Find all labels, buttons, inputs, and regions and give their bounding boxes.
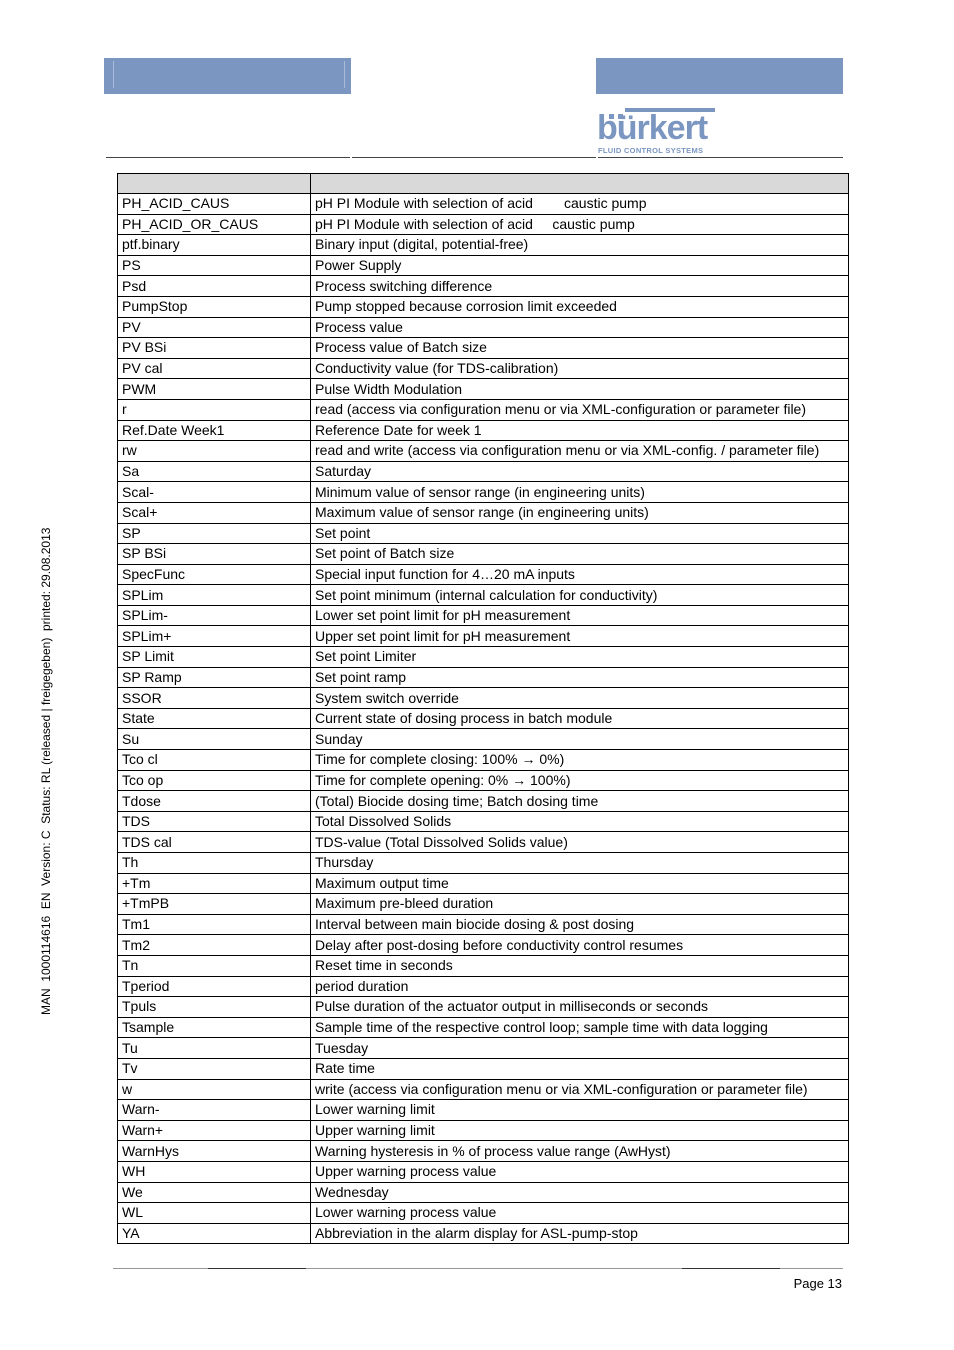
- description-cell: Conductivity value (for TDS-calibration): [311, 358, 849, 379]
- table-row: [118, 894, 849, 915]
- table-row: [118, 502, 849, 523]
- description-cell: Sunday: [311, 729, 849, 750]
- abbreviation-cell: Tco cl: [118, 750, 311, 771]
- abbreviation-cell: WH: [118, 1161, 311, 1182]
- description-cell: Upper set point limit for pH measurement: [311, 626, 849, 647]
- table-row: [118, 296, 849, 317]
- table-row: [118, 647, 849, 668]
- description-cell: Upper warning limit: [311, 1120, 849, 1141]
- logo-tagline: FLUID CONTROL SYSTEMS: [598, 146, 704, 155]
- description-cell: Saturday: [311, 461, 849, 482]
- table-row: [118, 523, 849, 544]
- table-row: [118, 420, 849, 441]
- description-cell: Maximum value of sensor range (in engineering units): [311, 502, 849, 523]
- abbreviation-cell: PumpStop: [118, 296, 311, 317]
- table-row: [118, 1058, 849, 1079]
- page-number: Page 13: [793, 1276, 842, 1291]
- table-row: [118, 1120, 849, 1141]
- header-band-left: [104, 58, 351, 94]
- description-cell: read (access via configuration menu or via XML-configuration or parameter file): [311, 399, 849, 420]
- abbreviation-cell: Warn+: [118, 1120, 311, 1141]
- table-row: [118, 770, 849, 791]
- table-row: [118, 235, 849, 256]
- table-row: [118, 955, 849, 976]
- description-cell: Wednesday: [311, 1182, 849, 1203]
- abbreviation-cell: +Tm: [118, 873, 311, 894]
- description-cell: Binary input (digital, potential-free): [311, 235, 849, 256]
- table-row: [118, 255, 849, 276]
- abbreviation-cell: Tdose: [118, 791, 311, 812]
- abbreviation-cell: Warn-: [118, 1100, 311, 1121]
- table-row: [118, 564, 849, 585]
- table-row: [118, 1100, 849, 1121]
- description-cell: Set point Limiter: [311, 647, 849, 668]
- abbreviation-cell: SP Limit: [118, 647, 311, 668]
- table-row: [118, 585, 849, 606]
- abbreviation-cell: Tco op: [118, 770, 311, 791]
- description-cell: Thursday: [311, 853, 849, 874]
- description-cell: Process value: [311, 317, 849, 338]
- abbreviation-cell: SpecFunc: [118, 564, 311, 585]
- table-row: [118, 626, 849, 647]
- table-row: [118, 379, 849, 400]
- description-cell: write (access via configuration menu or via XML-configuration or parameter file): [311, 1079, 849, 1100]
- table-row: [118, 461, 849, 482]
- abbreviation-cell: PH_ACID_CAUS: [118, 194, 311, 215]
- table-row: [118, 1141, 849, 1162]
- description-cell: System switch override: [311, 688, 849, 709]
- abbreviation-cell: Scal-: [118, 482, 311, 503]
- table-row: [118, 358, 849, 379]
- abbreviation-cell: Tm2: [118, 935, 311, 956]
- abbreviation-cell: PH_ACID_OR_CAUS: [118, 214, 311, 235]
- table-row: [118, 399, 849, 420]
- table-row: [118, 482, 849, 503]
- abbreviation-cell: TDS cal: [118, 832, 311, 853]
- description-cell: Pulse Width Modulation: [311, 379, 849, 400]
- description-cell: TDS-value (Total Dissolved Solids value): [311, 832, 849, 853]
- table-row: [118, 873, 849, 894]
- table-row: [118, 853, 849, 874]
- abbreviation-cell: PS: [118, 255, 311, 276]
- description-cell: Pump stopped because corrosion limit exceeded: [311, 296, 849, 317]
- description-cell: Minimum value of sensor range (in engineering units): [311, 482, 849, 503]
- abbreviation-cell: PWM: [118, 379, 311, 400]
- description-cell: Reset time in seconds: [311, 955, 849, 976]
- description-cell: Lower warning process value: [311, 1203, 849, 1224]
- table-row: [118, 276, 849, 297]
- abbreviation-cell: Th: [118, 853, 311, 874]
- description-cell: Power Supply: [311, 255, 849, 276]
- table-row: [118, 750, 849, 771]
- description-cell: Time for complete opening: 0% → 100%): [311, 770, 849, 791]
- table-row: [118, 544, 849, 565]
- table-row: [118, 811, 849, 832]
- description-cell: Set point of Batch size: [311, 544, 849, 565]
- description-cell: pH PI Module with selection of acid caustic pump: [311, 214, 849, 235]
- table-row: [118, 1182, 849, 1203]
- table-row: [118, 214, 849, 235]
- table-row: [118, 1038, 849, 1059]
- table-row: [118, 1079, 849, 1100]
- description-cell: Set point: [311, 523, 849, 544]
- table-row: [118, 317, 849, 338]
- abbreviation-cell: +TmPB: [118, 894, 311, 915]
- description-cell: Process switching difference: [311, 276, 849, 297]
- abbreviation-cell: Tn: [118, 955, 311, 976]
- description-cell: Set point ramp: [311, 667, 849, 688]
- description-cell: Reference Date for week 1: [311, 420, 849, 441]
- description-cell: Process value of Batch size: [311, 338, 849, 359]
- description-cell: Lower set point limit for pH measurement: [311, 605, 849, 626]
- abbreviation-cell: Psd: [118, 276, 311, 297]
- description-cell: Rate time: [311, 1058, 849, 1079]
- header-rule-middle: [352, 157, 596, 158]
- abbreviation-cell: Tm1: [118, 914, 311, 935]
- abbreviation-cell: Sa: [118, 461, 311, 482]
- abbreviation-cell: PV: [118, 317, 311, 338]
- table-row: [118, 605, 849, 626]
- abbreviation-cell: Tu: [118, 1038, 311, 1059]
- description-cell: period duration: [311, 976, 849, 997]
- header-cell-abbreviation: [118, 174, 311, 194]
- abbreviation-cell: TDS: [118, 811, 311, 832]
- abbreviation-cell: ptf.binary: [118, 235, 311, 256]
- table-row: [118, 832, 849, 853]
- description-cell: Delay after post-dosing before conductivity control resumes: [311, 935, 849, 956]
- description-cell: Abbreviation in the alarm display for ASL-pump-stop: [311, 1223, 849, 1244]
- description-cell: Special input function for 4…20 mA inputs: [311, 564, 849, 585]
- footer-rule-accent-right: [682, 1268, 780, 1269]
- table-row: [118, 667, 849, 688]
- abbreviation-cell: Tpuls: [118, 997, 311, 1018]
- abbreviation-cell: SSOR: [118, 688, 311, 709]
- abbreviation-cell: PV BSi: [118, 338, 311, 359]
- abbreviation-cell: Scal+: [118, 502, 311, 523]
- footer-rule-accent-left: [208, 1268, 306, 1269]
- description-cell: Set point minimum (internal calculation for conductivity): [311, 585, 849, 606]
- abbreviation-cell: Su: [118, 729, 311, 750]
- table-row: [118, 441, 849, 462]
- abbreviation-cell: PV cal: [118, 358, 311, 379]
- table-row: [118, 1017, 849, 1038]
- document-id-vertical: MAN 1000114616 EN Version: C Status: RL (released | freigegeben) printed: 29.08.2013: [39, 527, 53, 1015]
- abbreviation-cell: SPLim: [118, 585, 311, 606]
- header-cell-description: [311, 174, 849, 194]
- description-cell: Tuesday: [311, 1038, 849, 1059]
- description-cell: Time for complete closing: 100% → 0%): [311, 750, 849, 771]
- abbreviation-cell: WarnHys: [118, 1141, 311, 1162]
- abbreviation-cell: YA: [118, 1223, 311, 1244]
- description-cell: Current state of dosing process in batch module: [311, 708, 849, 729]
- abbreviation-cell: r: [118, 399, 311, 420]
- abbreviation-cell: Tperiod: [118, 976, 311, 997]
- abbreviation-cell: WL: [118, 1203, 311, 1224]
- table-row: [118, 729, 849, 750]
- abbreviation-cell: rw: [118, 441, 311, 462]
- abbreviation-cell: Tsample: [118, 1017, 311, 1038]
- description-cell: Warning hysteresis in % of process value range (AwHyst): [311, 1141, 849, 1162]
- table-row: [118, 935, 849, 956]
- description-cell: Pulse duration of the actuator output in milliseconds or seconds: [311, 997, 849, 1018]
- description-cell: Sample time of the respective control loop; sample time with data logging: [311, 1017, 849, 1038]
- table-row: [118, 194, 849, 215]
- description-cell: Lower warning limit: [311, 1100, 849, 1121]
- header-rule-left: [106, 157, 350, 158]
- description-cell: Total Dissolved Solids: [311, 811, 849, 832]
- header-band-right: [596, 58, 843, 94]
- abbreviation-cell: SPLim+: [118, 626, 311, 647]
- abbreviation-cell: State: [118, 708, 311, 729]
- description-cell: Maximum output time: [311, 873, 849, 894]
- description-cell: Upper warning process value: [311, 1161, 849, 1182]
- abbreviation-cell: w: [118, 1079, 311, 1100]
- table-row: [118, 1203, 849, 1224]
- table-row: [118, 791, 849, 812]
- table-row: [118, 338, 849, 359]
- abbreviation-cell: Tv: [118, 1058, 311, 1079]
- abbreviation-cell: We: [118, 1182, 311, 1203]
- description-cell: read and write (access via configuration menu or via XML-config. / parameter file): [311, 441, 849, 462]
- abbreviation-cell: SPLim-: [118, 605, 311, 626]
- table-row: [118, 997, 849, 1018]
- table-row: [118, 1223, 849, 1244]
- table-row: [118, 688, 849, 709]
- abbreviation-cell: SP Ramp: [118, 667, 311, 688]
- abbreviation-cell: SP: [118, 523, 311, 544]
- table-row: [118, 708, 849, 729]
- logo-word: bürkert: [597, 109, 708, 147]
- abbreviation-cell: Ref.Date Week1: [118, 420, 311, 441]
- description-cell: Maximum pre-bleed duration: [311, 894, 849, 915]
- table-row: [118, 976, 849, 997]
- table-header-row: [118, 174, 849, 194]
- table-row: [118, 1161, 849, 1182]
- description-cell: pH PI Module with selection of acid caustic pump: [311, 194, 849, 215]
- table-row: [118, 914, 849, 935]
- description-cell: (Total) Biocide dosing time; Batch dosing time: [311, 791, 849, 812]
- abbreviation-cell: SP BSi: [118, 544, 311, 565]
- burkert-logo: [597, 106, 717, 158]
- abbreviation-table: [117, 173, 849, 1244]
- description-cell: Interval between main biocide dosing & post dosing: [311, 914, 849, 935]
